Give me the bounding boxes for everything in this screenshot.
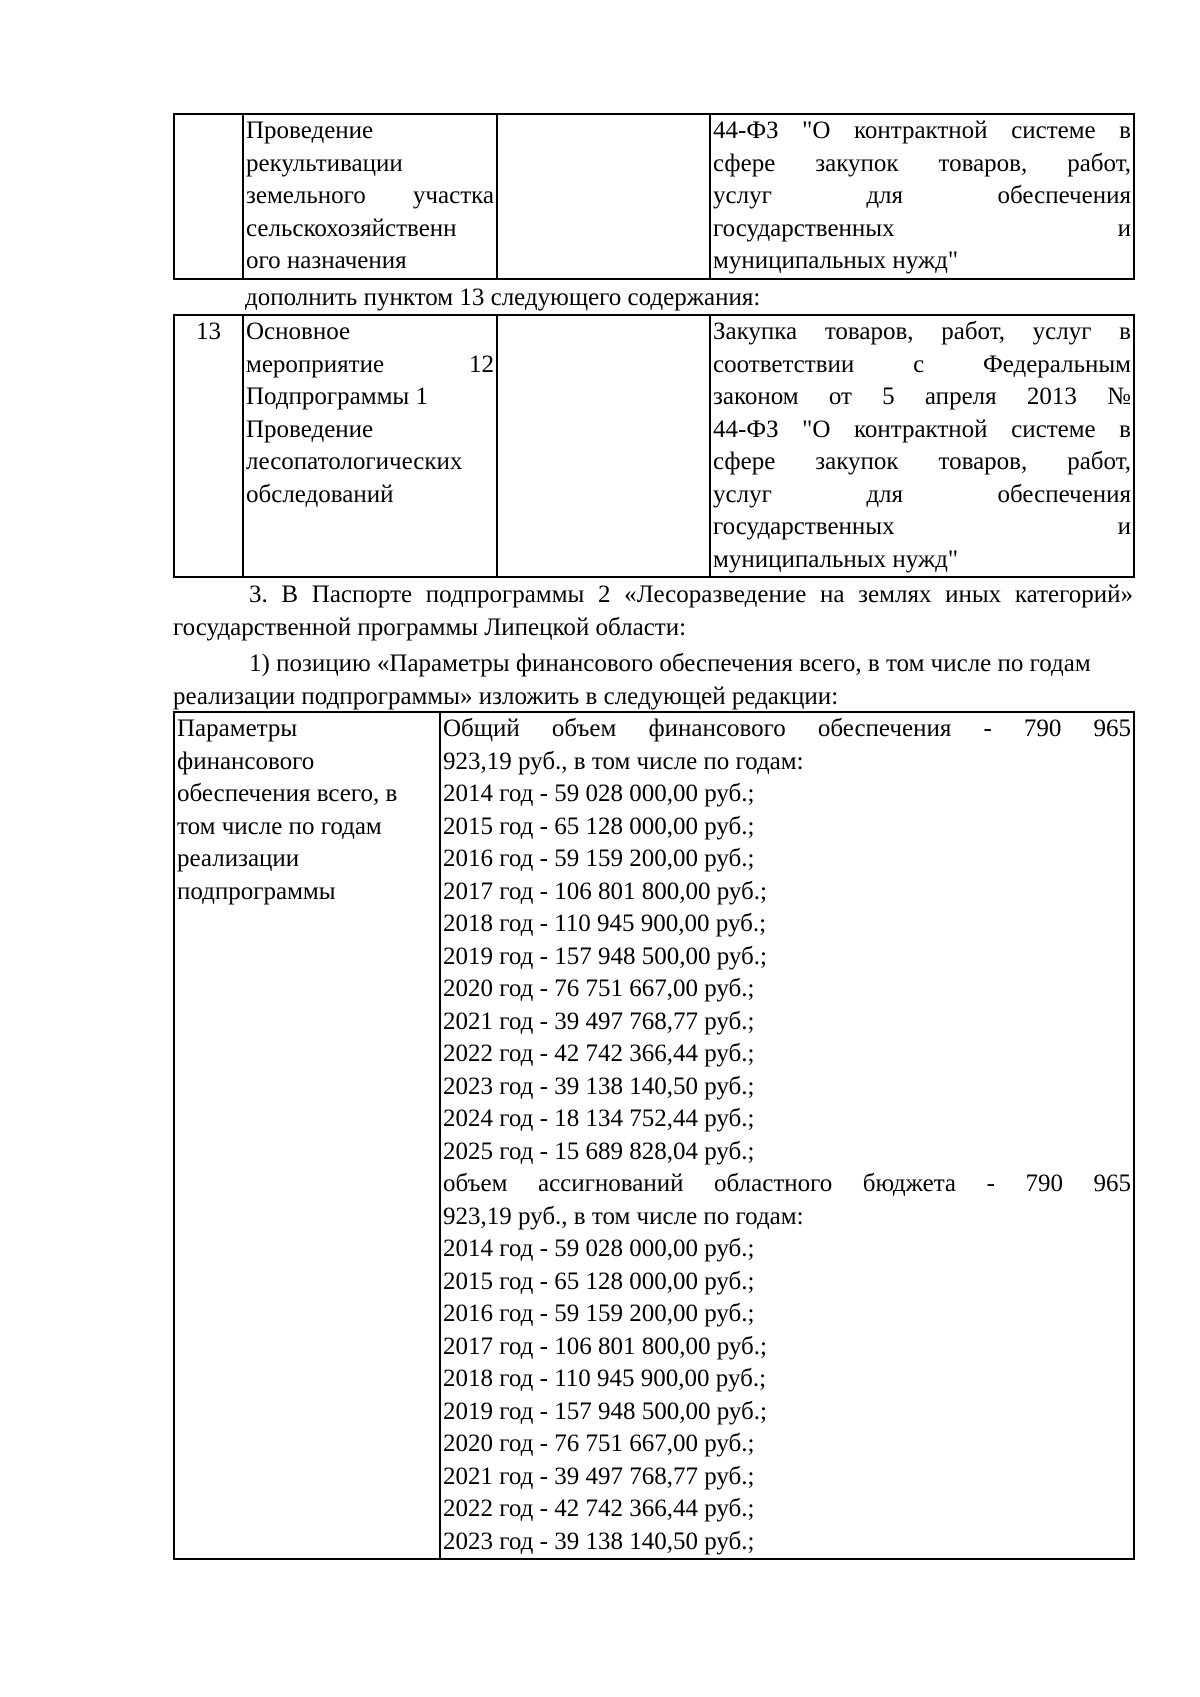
text-line: 2018 год - 110 945 900,00 руб.; [443, 1365, 767, 1392]
financing-values-cell [440, 712, 1134, 1559]
text-line: 2014 год - 59 028 000,00 руб.; [443, 780, 755, 807]
text-line: 2021 год - 39 497 768,77 руб.; [443, 1007, 755, 1035]
text-line: муниципальных нужд" [713, 247, 959, 274]
text-line: 2021 год - 39 497 768,77 руб.; [443, 1462, 755, 1490]
text-line: 2016 год - 59 159 200,00 руб.; [443, 1300, 755, 1327]
text-line: услуг для обеспечения [713, 182, 1131, 209]
text-line: 923,19 руб., в том числе по годам: [443, 747, 804, 775]
text-line: 2015 год - 65 128 000,00 руб.; [443, 812, 755, 840]
blank-line [246, 544, 494, 577]
financing-table [173, 711, 1135, 1560]
text-line: 2024 год - 18 134 752,44 руб.; [443, 1105, 755, 1132]
text-line: 2017 год - 106 801 800,00 руб.; [443, 1332, 767, 1360]
text-line: соответствии с Федеральным [713, 350, 1131, 378]
text-line: 2020 год - 76 751 667,00 руб.; [443, 975, 755, 1002]
legal-basis-cell [710, 315, 1134, 577]
blank-line [246, 511, 494, 544]
text-line: 2019 год - 157 948 500,00 руб.; [443, 942, 767, 970]
table-row [174, 712, 1134, 1559]
table-row [174, 315, 1134, 577]
add-item-paragraph [173, 282, 1133, 315]
text-line: сельскохозяйственн [246, 214, 457, 242]
measure-name-cell [243, 315, 497, 577]
text-line: Проведение [246, 117, 374, 144]
table-row [174, 114, 1134, 279]
text-line: 2023 год - 39 138 140,50 руб.; [443, 1527, 755, 1555]
text-line: том числе по годам [177, 812, 382, 840]
item-1-paragraph [173, 648, 1133, 713]
empty-cell [497, 315, 710, 577]
text-line: обеспечения всего, в [177, 780, 398, 807]
text-line: подпрограммы [177, 877, 336, 905]
text-line: Основное [246, 318, 351, 345]
text-line: услуг для обеспечения [713, 480, 1131, 508]
text-line: 2016 год - 59 159 200,00 руб.; [443, 845, 755, 872]
text-line: муниципальных нужд" [713, 545, 959, 573]
text-line: 2014 год - 59 028 000,00 руб.; [443, 1235, 755, 1262]
text-line: государственных и [713, 513, 1131, 540]
text-line: 44-ФЗ "О контрактной системе в [713, 415, 1131, 443]
parameter-label-cell [174, 712, 440, 1559]
measures-table-continued [173, 113, 1135, 280]
measure-name-cell [243, 114, 497, 279]
text-line: 2015 год - 65 128 000,00 руб.; [443, 1267, 755, 1295]
text-line: реализации [177, 845, 300, 872]
text-line: ого назначения [246, 247, 407, 274]
text-line: 2017 год - 106 801 800,00 руб.; [443, 877, 767, 905]
paragraph-text: дополнить пунктом 13 следующего содержания: [245, 284, 761, 311]
legal-basis-cell [710, 114, 1134, 279]
text-line: финансового [177, 747, 315, 775]
paragraph-text: 1) позицию «Параметры финансового обеспечения всего, в том числе по годам реализации подпрограммы» изложить в следующей редакции: [173, 650, 1091, 710]
text-line: 2025 год - 15 689 828,04 руб.; [443, 1137, 755, 1165]
text-line: лесопатологических [246, 448, 463, 475]
text-line: 2022 год - 42 742 366,44 руб.; [443, 1040, 755, 1067]
text-line: сфере закупок товаров, работ, [713, 149, 1131, 177]
text-line: объем ассигнований областного бюджета - 790 965 [443, 1170, 1131, 1197]
text-line: Общий объем финансового обеспечения - 790 965 [443, 715, 1131, 742]
paragraph-text: 3. В Паспорте подпрограммы 2 «Лесоразведение на землях иных категорий» государственной программы Липецкой области: [173, 581, 1133, 641]
text-line: Проведение [246, 415, 374, 443]
text-line: 2023 год - 39 138 140,50 руб.; [443, 1072, 755, 1100]
row-number: 13 [174, 315, 243, 577]
text-line: Параметры [177, 715, 298, 742]
text-line: мероприятие 12 [246, 350, 494, 378]
text-line: 923,19 руб., в том числе по годам: [443, 1202, 804, 1230]
row-number [174, 114, 243, 279]
text-line: государственных и [713, 214, 1131, 242]
text-line: 2020 год - 76 751 667,00 руб.; [443, 1430, 755, 1457]
text-line: 2022 год - 42 742 366,44 руб.; [443, 1495, 755, 1522]
text-line: Закупка товаров, работ, услуг в [713, 318, 1131, 345]
text-line: 44-ФЗ "О контрактной системе в [713, 117, 1131, 144]
text-line: земельного участка [246, 182, 494, 209]
text-line: Подпрограммы 1 [246, 383, 428, 410]
text-line: обследований [246, 480, 394, 508]
text-line: сфере закупок товаров, работ, [713, 448, 1131, 475]
text-line: законом от 5 апреля 2013 № [713, 383, 1131, 410]
measures-table-item-13 [173, 314, 1135, 578]
empty-cell [497, 114, 710, 279]
text-line: 2019 год - 157 948 500,00 руб.; [443, 1397, 767, 1425]
text-line: 2018 год - 110 945 900,00 руб.; [443, 910, 767, 937]
section-3-paragraph [173, 579, 1133, 644]
text-line: рекультивации [246, 149, 403, 177]
